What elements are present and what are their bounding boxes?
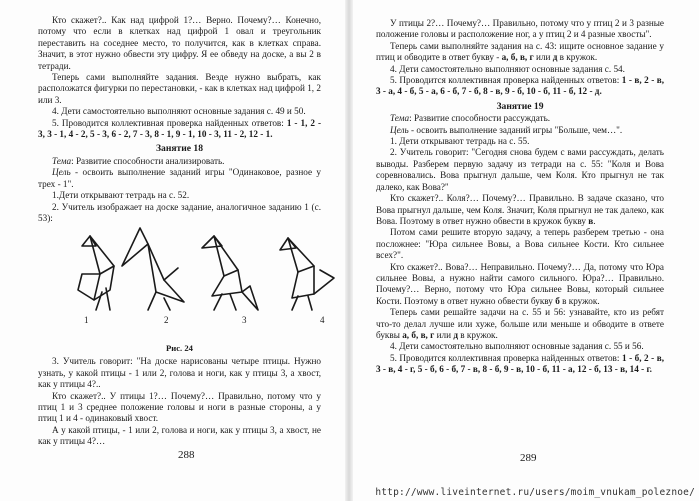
paragraph: Кто скажет?.. Как над цифрой 1?… Верно. Почему?… Конечно, потому что если в клетках над цифрой 1 овал и треугольник переставить на соседнее место, то получится, как в клетках справа. Значит, в этот нужно обвести эту цифру. Я ее обведу на доске, а вы 2 в тетради. <box>38 15 321 71</box>
figure-label-1: 1 <box>84 315 89 325</box>
paragraph <box>38 118 321 141</box>
paragraph-text: в кружок. <box>557 52 598 63</box>
paragraph <box>376 262 664 308</box>
paragraph <box>376 41 664 64</box>
bird-2 <box>122 228 184 310</box>
paragraph <box>376 307 664 341</box>
paragraph-text: 5. Проводится коллективная проверка найденных ответов: <box>390 75 622 86</box>
birds-drawing <box>52 226 352 332</box>
paragraph-text: Кто скажет?.. Вова?… Неправильно. Почему?… Да, потому что Юра сильнее Вовы, а нужно найти самого сильного. Юра?… Правильно. Почему?… Верно, потому что Юра сильнее Вовы, который сильнее Кости. Поэтому в ответ нужно обвести букву <box>376 261 664 306</box>
theme-label: Тема <box>390 113 410 124</box>
lesson-title: Занятие 18 <box>155 143 204 155</box>
figure-caption: Рис. 24 <box>166 343 193 353</box>
letter-bold: д <box>552 52 558 63</box>
paragraph: А у какой птицы, - 1 или 2, голова и ноги, как у птицы 3, а хвост, не как у птицы 4?… <box>38 424 321 447</box>
figure-label-3: 3 <box>242 315 247 325</box>
theme-line <box>376 113 664 124</box>
letter-bold: б <box>555 295 560 306</box>
theme-text: : Развитие способности анализировать. <box>71 155 225 166</box>
paragraph: 2. Учитель изображает на доске задание, аналогичное заданию 1 (с. 53): <box>38 201 321 223</box>
page-number-right: 289 <box>520 452 537 464</box>
bird-4 <box>280 238 334 310</box>
answers-bold: 1 - б, 2 - в, 3 - в, 4 - г, 5 - б, 6 - б, 7 - в, 8 - б, 9 - в, 10 - б, 11 - а, 12 - б, 13 - в, 14 - г. <box>376 352 664 375</box>
paragraph: 2. Учитель говорит: "Сегодня снова будем с вами рассуждать, делать выводы. Разберем первую задачу из тетради на с. 55: "Коля и Вова соревновались. Вова прыгнул дальше, чем Коля. Кто прыгнул не так далеко, как Вова?" <box>376 147 664 192</box>
paragraph: 3. Учитель говорит: "На доске нарисованы четыре птицы. Нужно узнать, у какой птицы - 1 или 2, голова и ноги, как у птицы 3, а хвост, как у птицы 4?.. <box>38 356 321 390</box>
goal-label: Цель <box>52 167 71 178</box>
theme-text: : Развитие способности рассуждать. <box>409 113 551 124</box>
paragraph <box>376 353 664 376</box>
paragraph-text: 5. Проводится коллективная проверка найденных ответов: <box>390 352 622 363</box>
paragraph-text: Теперь сами решайте задачи на с. 55 и 56: узнавайте, кто из ребят что-то делал лучше или хуже, больше или меньше и обводите в ответе буквы <box>376 307 664 340</box>
paragraph <box>376 75 664 98</box>
paragraph-text: или <box>434 329 454 340</box>
goal-text: - освоить выполнение заданий игры "Больше, чем…". <box>408 124 623 135</box>
paragraph-text: . <box>593 215 596 226</box>
birds-figure <box>52 226 352 332</box>
paragraph: 1.Дети открывают тетрадь на с. 52. <box>52 190 190 201</box>
letter-bold: в <box>588 215 594 226</box>
paragraph: 4. Дети самостоятельно выполняют основные задания с. 55 и 56. <box>390 341 644 352</box>
paragraph-text: 5. Проводится коллективная проверка найденных ответов: <box>52 117 287 128</box>
paragraph: 4. Дети самостоятельно выполняют основные задания с. 54. <box>390 63 625 74</box>
paragraph: 1. Дети открывают тетрадь на с. 55. <box>390 136 530 147</box>
goal-line <box>38 167 321 190</box>
left-page-text-top <box>38 15 321 224</box>
right-page-text <box>376 18 664 376</box>
letters-bold: а, б, в, г <box>501 52 534 63</box>
paragraph: Потом сами решите вторую задачу, а теперь разберем третью - она посложнее: "Юра сильнее Вовы, а Вова сильнее Кости. Кто сильнее всех?". <box>376 227 664 261</box>
answers-bold: 1 - в, 2 - в, 3 - а, 4 - б, 5 - а, 6 - б, 7 - б, 8 - в, 9 - б, 10 - б, 11 - б, 12 - д. <box>376 75 664 97</box>
theme-line <box>38 156 321 167</box>
theme-label: Тема <box>52 155 72 166</box>
paragraph: 4. Дети самостоятельно выполняют основные задания с. 49 и 50. <box>52 106 306 117</box>
goal-text: - освоить выполнение заданий игры "Одинаковое, разное у трех - 1". <box>38 167 321 189</box>
paragraph: У птицы 2?… Почему?… Правильно, потому что у птиц 2 и 3 разные положение головы и расположение ног, а у птиц 2 и 4 разные хвосты". <box>376 18 664 40</box>
paragraph-text: Кто скажет?.. Коля?… Почему?… Правильно. В задаче сказано, что Вова прыгнул дальше, чем Коля. Значит, Коля прыгнул не так далеко, как Вова. Поэтому в ответ нужно обвести в кружок букву <box>376 193 664 226</box>
paragraph-text: или <box>533 52 553 63</box>
letter-bold: д <box>453 329 458 340</box>
goal-label: Цель <box>390 124 409 135</box>
answers-bold: 1 - 1, 2 - 3, 3 - 1, 4 - 2, 5 - 3, 6 - 2, 7 - 3, 8 - 1, 9 - 1, 10 - 3, 11 - 2, 12 - 1. <box>38 117 322 140</box>
page-number-left: 288 <box>178 449 195 461</box>
paragraph <box>376 193 664 227</box>
bird-3 <box>202 236 258 310</box>
goal-line <box>376 125 664 136</box>
left-page-text-bottom <box>38 342 321 448</box>
paragraph-text: в кружок. <box>559 295 600 306</box>
letters-bold: а, б, в, г <box>402 329 435 340</box>
paragraph-text: в кружок. <box>457 329 498 340</box>
figure-label-2: 2 <box>164 315 169 325</box>
paragraph: Кто скажет?.. У птицы 1?… Почему?… Правильно, потому что у птиц 1 и 3 среднее положение головы и ноги в разные стороны, а у птиц 1 и 4 - одинаковый хвост. <box>38 390 321 424</box>
figure-label-4: 4 <box>320 315 325 325</box>
watermark-url: http://www.liveinternet.ru/users/moim_vnukam_poleznoe/ <box>375 487 695 498</box>
paragraph-text: Теперь сами выполняйте задания на с. 43: ищите основное задание у птиц и обводите в ответ букву - <box>376 40 664 63</box>
lesson-title: Занятие 19 <box>496 100 544 112</box>
bird-1 <box>78 236 114 310</box>
paragraph: Теперь сами выполняйте задания. Везде нужно выбрать, как расположатся фигурки по перестановки, - как в клетках над цифрой 1, 2 или 3. <box>38 72 321 105</box>
